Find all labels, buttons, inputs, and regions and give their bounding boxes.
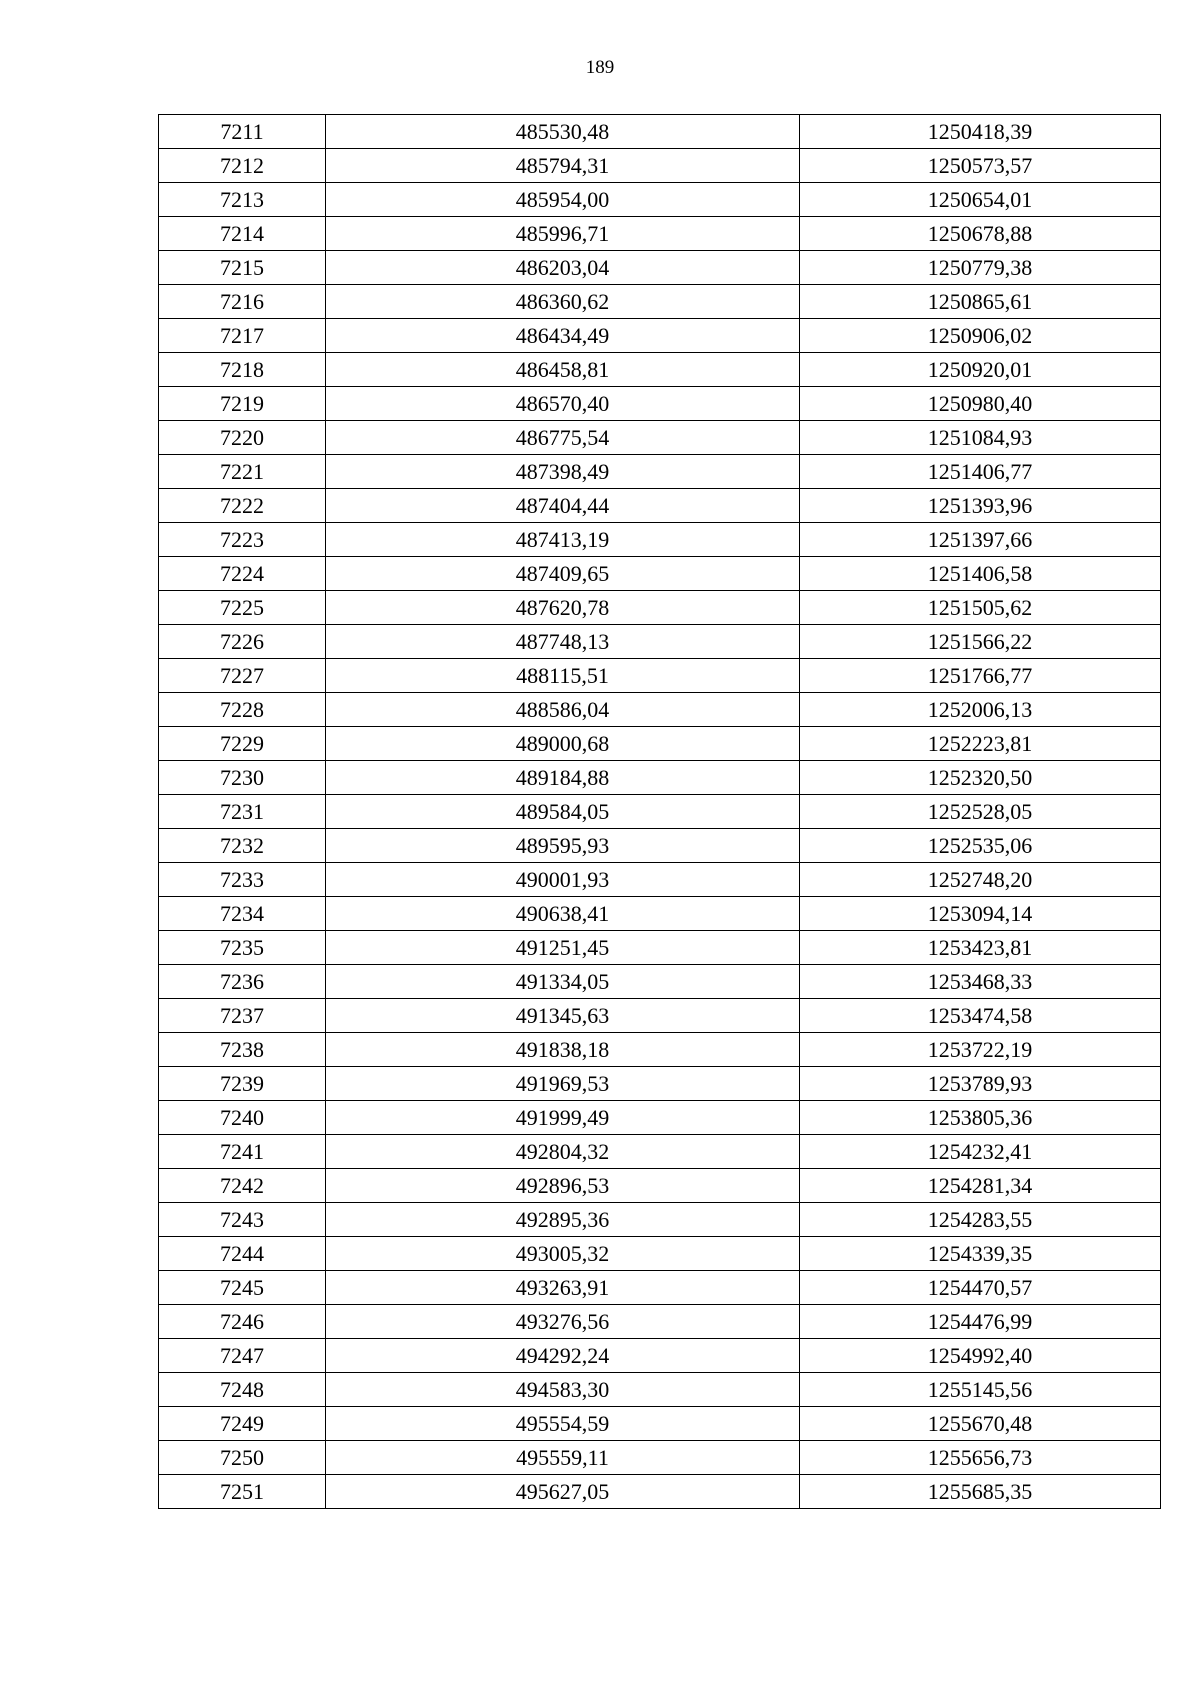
point-number-cell: 7226	[159, 625, 326, 659]
table-row	[159, 489, 1161, 523]
y-coordinate-cell: 1251406,77	[800, 455, 1161, 489]
table-row	[159, 1441, 1161, 1475]
point-number-cell: 7232	[159, 829, 326, 863]
point-number-cell: 7222	[159, 489, 326, 523]
table-row	[159, 795, 1161, 829]
x-coordinate-cell: 490001,93	[326, 863, 800, 897]
point-number-cell: 7221	[159, 455, 326, 489]
table-row	[159, 965, 1161, 999]
x-coordinate-cell: 485530,48	[326, 115, 800, 149]
y-coordinate-cell: 1253094,14	[800, 897, 1161, 931]
x-coordinate-cell: 486203,04	[326, 251, 800, 285]
x-coordinate-cell: 491251,45	[326, 931, 800, 965]
table-row	[159, 251, 1161, 285]
table-row	[159, 1033, 1161, 1067]
page-number: 189	[585, 57, 615, 78]
point-number-cell: 7233	[159, 863, 326, 897]
table-row	[159, 693, 1161, 727]
table-row	[159, 1101, 1161, 1135]
point-number-cell: 7219	[159, 387, 326, 421]
point-number-cell: 7251	[159, 1475, 326, 1509]
point-number-cell: 7245	[159, 1271, 326, 1305]
point-number-cell: 7223	[159, 523, 326, 557]
point-number-cell: 7227	[159, 659, 326, 693]
y-coordinate-cell: 1253474,58	[800, 999, 1161, 1033]
x-coordinate-cell: 487409,65	[326, 557, 800, 591]
x-coordinate-cell: 495554,59	[326, 1407, 800, 1441]
y-coordinate-cell: 1250779,38	[800, 251, 1161, 285]
y-coordinate-cell: 1250678,88	[800, 217, 1161, 251]
point-number-cell: 7217	[159, 319, 326, 353]
point-number-cell: 7242	[159, 1169, 326, 1203]
table-row	[159, 421, 1161, 455]
table-row	[159, 557, 1161, 591]
y-coordinate-cell: 1251406,58	[800, 557, 1161, 591]
x-coordinate-cell: 487404,44	[326, 489, 800, 523]
y-coordinate-cell: 1250865,61	[800, 285, 1161, 319]
table-row	[159, 863, 1161, 897]
point-number-cell: 7243	[159, 1203, 326, 1237]
table-row	[159, 149, 1161, 183]
table-row	[159, 999, 1161, 1033]
point-number-cell: 7220	[159, 421, 326, 455]
y-coordinate-cell: 1253423,81	[800, 931, 1161, 965]
x-coordinate-cell: 487413,19	[326, 523, 800, 557]
y-coordinate-cell: 1251084,93	[800, 421, 1161, 455]
x-coordinate-cell: 485954,00	[326, 183, 800, 217]
x-coordinate-cell: 486360,62	[326, 285, 800, 319]
y-coordinate-cell: 1255656,73	[800, 1441, 1161, 1475]
table-row	[159, 897, 1161, 931]
table-row	[159, 761, 1161, 795]
x-coordinate-cell: 489595,93	[326, 829, 800, 863]
point-number-cell: 7248	[159, 1373, 326, 1407]
x-coordinate-cell: 495627,05	[326, 1475, 800, 1509]
table-row	[159, 591, 1161, 625]
table-row	[159, 523, 1161, 557]
x-coordinate-cell: 490638,41	[326, 897, 800, 931]
y-coordinate-cell: 1252748,20	[800, 863, 1161, 897]
x-coordinate-cell: 488115,51	[326, 659, 800, 693]
point-number-cell: 7246	[159, 1305, 326, 1339]
y-coordinate-cell: 1254992,40	[800, 1339, 1161, 1373]
y-coordinate-cell: 1254281,34	[800, 1169, 1161, 1203]
point-number-cell: 7240	[159, 1101, 326, 1135]
table-row	[159, 183, 1161, 217]
x-coordinate-cell: 491969,53	[326, 1067, 800, 1101]
y-coordinate-cell: 1252223,81	[800, 727, 1161, 761]
x-coordinate-cell: 487398,49	[326, 455, 800, 489]
point-number-cell: 7239	[159, 1067, 326, 1101]
point-number-cell: 7228	[159, 693, 326, 727]
x-coordinate-cell: 489000,68	[326, 727, 800, 761]
point-number-cell: 7250	[159, 1441, 326, 1475]
point-number-cell: 7218	[159, 353, 326, 387]
point-number-cell: 7241	[159, 1135, 326, 1169]
table-row	[159, 1407, 1161, 1441]
table-row	[159, 1373, 1161, 1407]
point-number-cell: 7211	[159, 115, 326, 149]
y-coordinate-cell: 1252320,50	[800, 761, 1161, 795]
point-number-cell: 7249	[159, 1407, 326, 1441]
x-coordinate-cell: 493276,56	[326, 1305, 800, 1339]
x-coordinate-cell: 494583,30	[326, 1373, 800, 1407]
x-coordinate-cell: 493263,91	[326, 1271, 800, 1305]
table-row	[159, 115, 1161, 149]
point-number-cell: 7216	[159, 285, 326, 319]
x-coordinate-cell: 486434,49	[326, 319, 800, 353]
y-coordinate-cell: 1254232,41	[800, 1135, 1161, 1169]
y-coordinate-cell: 1251393,96	[800, 489, 1161, 523]
x-coordinate-cell: 489184,88	[326, 761, 800, 795]
y-coordinate-cell: 1251566,22	[800, 625, 1161, 659]
y-coordinate-cell: 1251397,66	[800, 523, 1161, 557]
x-coordinate-cell: 491345,63	[326, 999, 800, 1033]
point-number-cell: 7231	[159, 795, 326, 829]
x-coordinate-cell: 492895,36	[326, 1203, 800, 1237]
x-coordinate-cell: 485794,31	[326, 149, 800, 183]
table-row	[159, 931, 1161, 965]
point-number-cell: 7238	[159, 1033, 326, 1067]
y-coordinate-cell: 1254283,55	[800, 1203, 1161, 1237]
point-number-cell: 7213	[159, 183, 326, 217]
x-coordinate-cell: 489584,05	[326, 795, 800, 829]
x-coordinate-cell: 491334,05	[326, 965, 800, 999]
y-coordinate-cell: 1254339,35	[800, 1237, 1161, 1271]
table-row	[159, 1475, 1161, 1509]
table-row	[159, 1135, 1161, 1169]
point-number-cell: 7214	[159, 217, 326, 251]
y-coordinate-cell: 1250920,01	[800, 353, 1161, 387]
y-coordinate-cell: 1250980,40	[800, 387, 1161, 421]
table-row	[159, 217, 1161, 251]
table-row	[159, 285, 1161, 319]
x-coordinate-cell: 487620,78	[326, 591, 800, 625]
point-number-cell: 7230	[159, 761, 326, 795]
table-row	[159, 829, 1161, 863]
x-coordinate-cell: 486775,54	[326, 421, 800, 455]
table-row	[159, 319, 1161, 353]
point-number-cell: 7225	[159, 591, 326, 625]
table-row	[159, 1271, 1161, 1305]
point-number-cell: 7229	[159, 727, 326, 761]
y-coordinate-cell: 1253789,93	[800, 1067, 1161, 1101]
y-coordinate-cell: 1251505,62	[800, 591, 1161, 625]
y-coordinate-cell: 1255670,48	[800, 1407, 1161, 1441]
x-coordinate-cell: 488586,04	[326, 693, 800, 727]
x-coordinate-cell: 486570,40	[326, 387, 800, 421]
coordinates-table	[158, 114, 1161, 1509]
y-coordinate-cell: 1253805,36	[800, 1101, 1161, 1135]
y-coordinate-cell: 1255145,56	[800, 1373, 1161, 1407]
y-coordinate-cell: 1253468,33	[800, 965, 1161, 999]
table-row	[159, 1339, 1161, 1373]
y-coordinate-cell: 1250654,01	[800, 183, 1161, 217]
y-coordinate-cell: 1250418,39	[800, 115, 1161, 149]
table-row	[159, 1305, 1161, 1339]
y-coordinate-cell: 1254476,99	[800, 1305, 1161, 1339]
point-number-cell: 7247	[159, 1339, 326, 1373]
table-row	[159, 727, 1161, 761]
point-number-cell: 7234	[159, 897, 326, 931]
point-number-cell: 7224	[159, 557, 326, 591]
point-number-cell: 7236	[159, 965, 326, 999]
point-number-cell: 7215	[159, 251, 326, 285]
y-coordinate-cell: 1252006,13	[800, 693, 1161, 727]
x-coordinate-cell: 495559,11	[326, 1441, 800, 1475]
y-coordinate-cell: 1253722,19	[800, 1033, 1161, 1067]
x-coordinate-cell: 492804,32	[326, 1135, 800, 1169]
x-coordinate-cell: 491999,49	[326, 1101, 800, 1135]
table-row	[159, 387, 1161, 421]
table-row	[159, 455, 1161, 489]
table-row	[159, 659, 1161, 693]
y-coordinate-cell: 1250573,57	[800, 149, 1161, 183]
x-coordinate-cell: 491838,18	[326, 1033, 800, 1067]
table-row	[159, 353, 1161, 387]
table-row	[159, 1237, 1161, 1271]
y-coordinate-cell: 1250906,02	[800, 319, 1161, 353]
table-row	[159, 1169, 1161, 1203]
table-row	[159, 1067, 1161, 1101]
point-number-cell: 7237	[159, 999, 326, 1033]
table-body	[159, 115, 1161, 1509]
y-coordinate-cell: 1255685,35	[800, 1475, 1161, 1509]
y-coordinate-cell: 1254470,57	[800, 1271, 1161, 1305]
x-coordinate-cell: 493005,32	[326, 1237, 800, 1271]
table-row	[159, 1203, 1161, 1237]
y-coordinate-cell: 1252535,06	[800, 829, 1161, 863]
x-coordinate-cell: 494292,24	[326, 1339, 800, 1373]
point-number-cell: 7235	[159, 931, 326, 965]
x-coordinate-cell: 485996,71	[326, 217, 800, 251]
table-row	[159, 625, 1161, 659]
x-coordinate-cell: 487748,13	[326, 625, 800, 659]
point-number-cell: 7212	[159, 149, 326, 183]
x-coordinate-cell: 492896,53	[326, 1169, 800, 1203]
y-coordinate-cell: 1251766,77	[800, 659, 1161, 693]
y-coordinate-cell: 1252528,05	[800, 795, 1161, 829]
point-number-cell: 7244	[159, 1237, 326, 1271]
x-coordinate-cell: 486458,81	[326, 353, 800, 387]
